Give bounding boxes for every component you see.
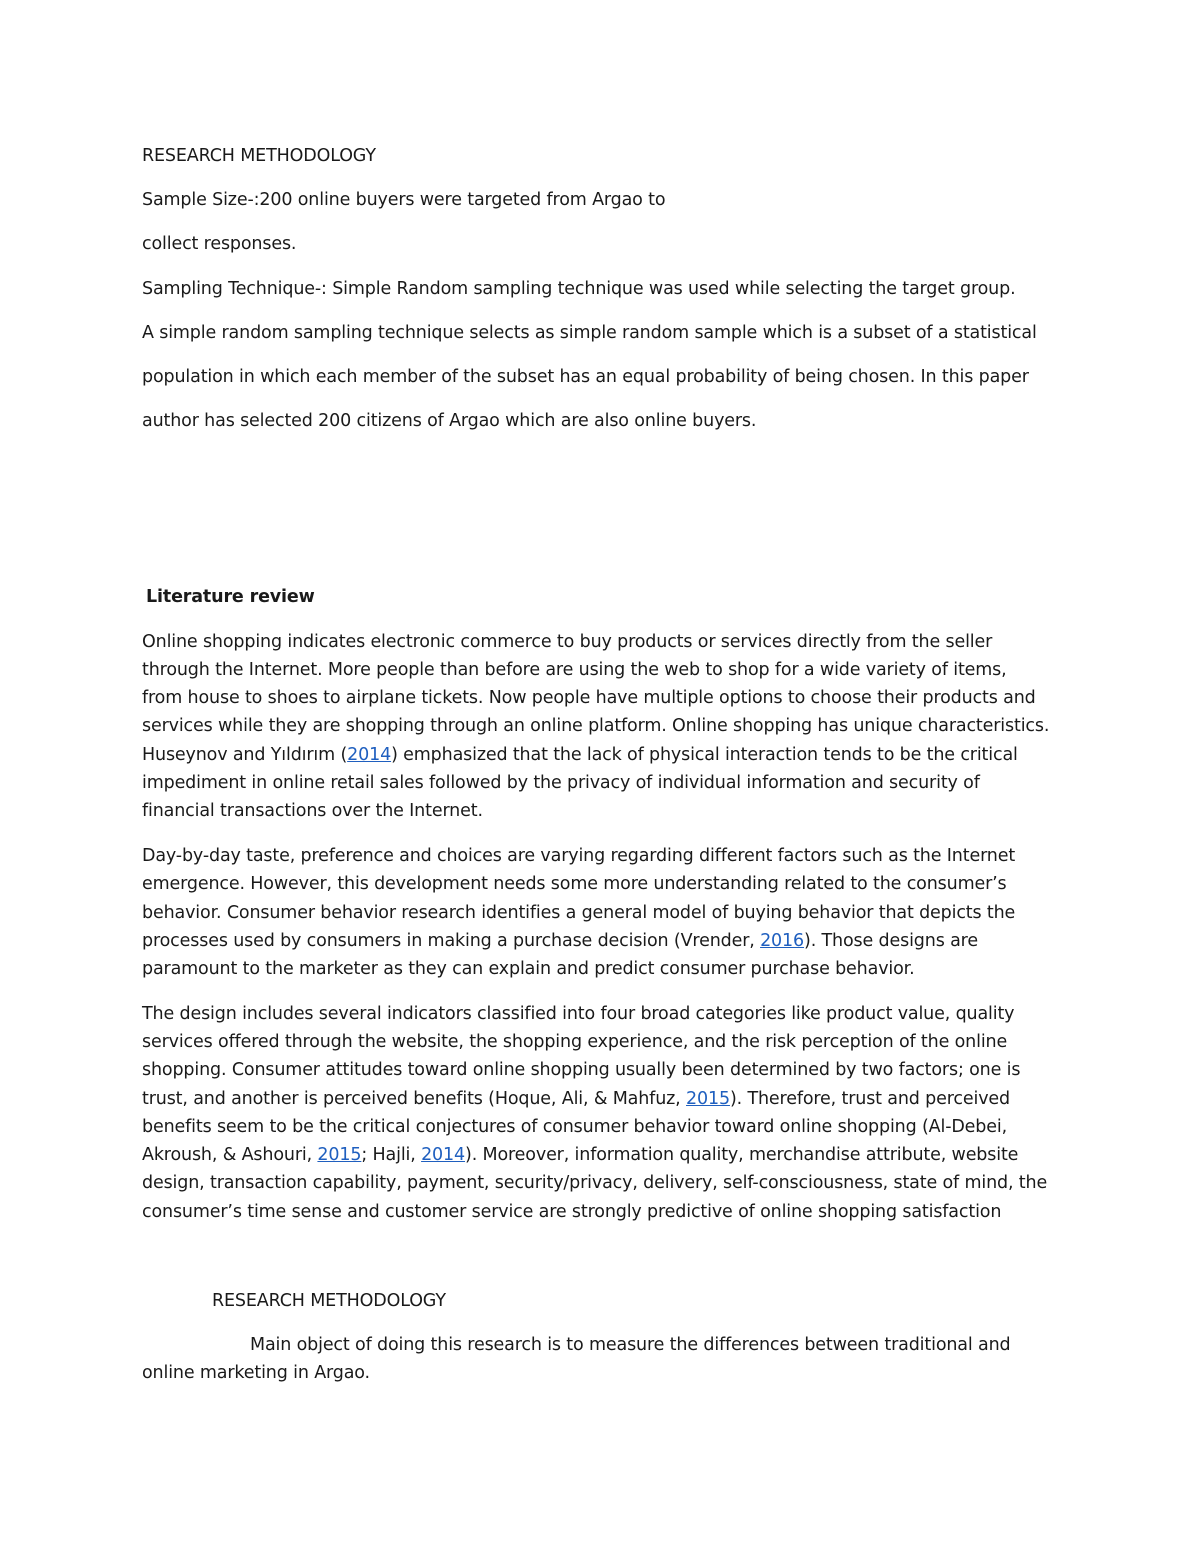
paragraph-line: Online shopping indicates electronic commerce to buy products or services directly from the seller <box>142 632 993 652</box>
paragraph-line: online marketing in Argao. <box>142 1363 370 1383</box>
citation-link[interactable]: 2014 <box>421 1145 466 1165</box>
paragraph-text: Akroush, & Ashouri, <box>142 1145 318 1165</box>
paragraph-line: behavior. Consumer behavior research identifies a general model of buying behavior that depicts the <box>142 903 1016 923</box>
paragraph-line: financial transactions over the Internet. <box>142 801 483 821</box>
definition-text-line: A simple random sampling technique selects as simple random sample which is a subset of a statistical <box>142 323 1037 343</box>
section-heading-research-methodology: RESEARCH METHODOLOGY <box>142 146 376 166</box>
citation-link[interactable]: 2016 <box>760 931 805 951</box>
paragraph-text: ). Moreover, information quality, merchandise attribute, website <box>465 1145 1019 1165</box>
definition-text-line: author has selected 200 citizens of Argao which are also online buyers. <box>142 411 757 431</box>
section-heading-literature-review: Literature review <box>146 587 315 607</box>
paragraph-line: benefits seem to be the critical conjectures of consumer behavior toward online shopping (Al-Debei, <box>142 1117 1007 1137</box>
paragraph-line: emergence. However, this development needs some more understanding related to the consumer’s <box>142 874 1007 894</box>
sample-size-text-cont: collect responses. <box>142 234 297 254</box>
paragraph-line <box>142 744 1018 766</box>
paragraph-line: shopping. Consumer attitudes toward online shopping usually been determined by two factors; one is <box>142 1060 1021 1080</box>
citation-link[interactable]: 2015 <box>317 1145 362 1165</box>
paragraph-line: services while they are shopping through an online platform. Online shopping has unique characteristics. <box>142 716 1050 736</box>
paragraph-text: processes used by consumers in making a purchase decision (Vrender, <box>142 931 761 951</box>
definition-text-line: population in which each member of the subset has an equal probability of being chosen. In this paper <box>142 367 1029 387</box>
paragraph-line: consumer’s time sense and customer service are strongly predictive of online shopping satisfaction <box>142 1202 1002 1222</box>
paragraph-line: paramount to the marketer as they can explain and predict consumer purchase behavior. <box>142 959 915 979</box>
section-heading-research-methodology: RESEARCH METHODOLOGY <box>212 1291 446 1311</box>
paragraph-line: from house to shoes to airplane tickets. Now people have multiple options to choose their products and <box>142 688 1036 708</box>
paragraph-line <box>142 930 978 952</box>
citation-link[interactable]: 2014 <box>347 745 392 765</box>
paragraph-text: ) emphasized that the lack of physical interaction tends to be the critical <box>391 745 1018 765</box>
paragraph-line: impediment in online retail sales followed by the privacy of individual information and security of <box>142 773 980 793</box>
paragraph-line: through the Internet. More people than before are using the web to shop for a wide variety of items, <box>142 660 1007 680</box>
paragraph-text: Huseynov and Yıldırım ( <box>142 745 348 765</box>
paragraph-line: Day-by-day taste, preference and choices are varying regarding different factors such as the Internet <box>142 846 1016 866</box>
paragraph-text: ). Those designs are <box>804 931 978 951</box>
paragraph-text: ; Hajli, <box>361 1145 422 1165</box>
sampling-technique-text: Sampling Technique-: Simple Random sampling technique was used while selecting the target group. <box>142 279 1016 299</box>
paragraph-line: services offered through the website, the shopping experience, and the risk perception of the online <box>142 1032 1008 1052</box>
paragraph-line <box>142 1144 1018 1166</box>
paragraph-text: ). Therefore, trust and perceived <box>729 1089 1010 1109</box>
paragraph-line: design, transaction capability, payment, security/privacy, delivery, self-consciousness, state of mind, the <box>142 1173 1048 1193</box>
sample-size-text: Sample Size-:200 online buyers were targeted from Argao to <box>142 190 666 210</box>
paragraph-line: Main object of doing this research is to measure the differences between traditional and <box>250 1335 1011 1355</box>
citation-link[interactable]: 2015 <box>686 1089 730 1109</box>
paragraph-line <box>142 1088 1010 1110</box>
paragraph-line: The design includes several indicators classified into four broad categories like product value, quality <box>142 1004 1015 1024</box>
paragraph-text: trust, and another is perceived benefits (Hoque, Ali, & Mahfuz, <box>142 1089 687 1109</box>
